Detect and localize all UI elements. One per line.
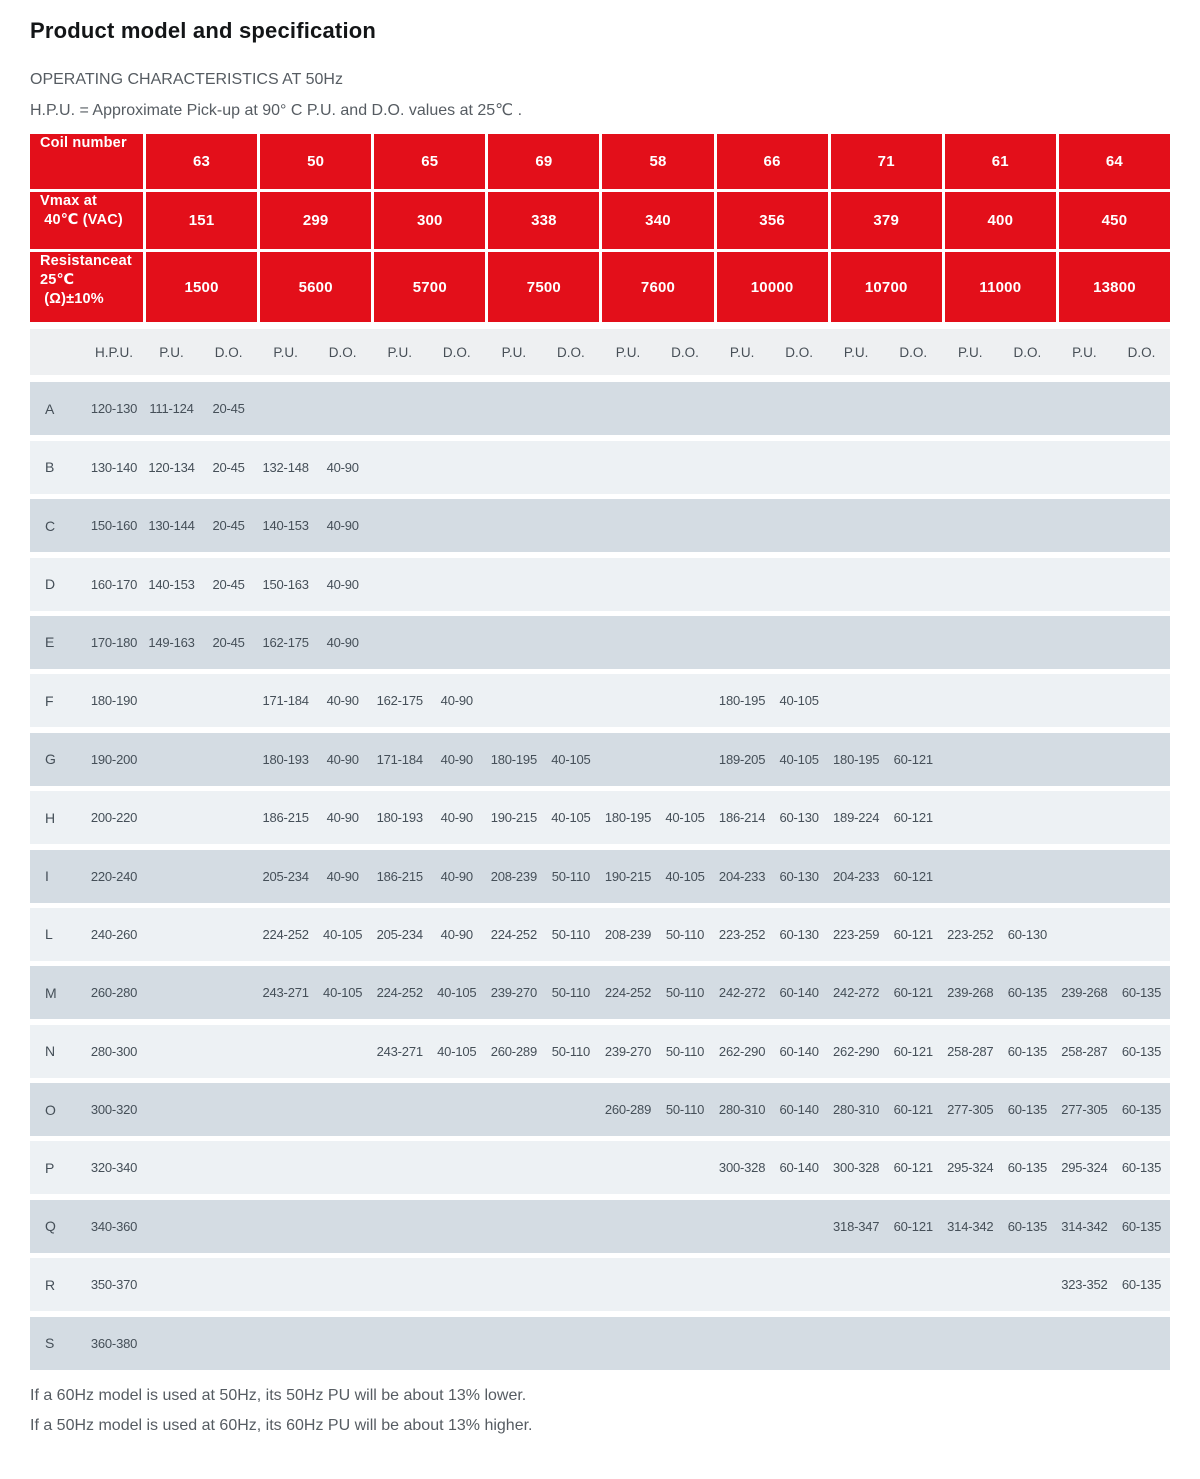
do-value: 40-105 — [437, 1043, 477, 1059]
table-row-M — [30, 966, 1170, 1019]
resistance-row-value-8: 13800 — [1059, 252, 1170, 322]
hpu-value: 190-200 — [90, 751, 138, 767]
hpu-value: 350-370 — [90, 1277, 138, 1293]
pu-value: 224-252 — [376, 985, 423, 1001]
pu-value: 280-310 — [718, 1102, 766, 1118]
do-value: 40-105 — [437, 985, 477, 1001]
page-title: Product model and specification — [30, 18, 377, 43]
resistance-row-value-5: 10000 — [717, 252, 828, 322]
pu-value: 243-271 — [262, 985, 309, 1001]
do-value: 60-130 — [779, 810, 819, 826]
resistance-row-value-1: 5600 — [260, 252, 371, 322]
hpu-value: 340-360 — [90, 1218, 138, 1234]
pu-value: 162-175 — [376, 693, 423, 709]
row-letter: C — [45, 517, 56, 534]
coil-number-row-value-4: 58 — [602, 134, 713, 189]
resistance-row — [30, 252, 1170, 322]
pu-value: 204-233 — [718, 868, 766, 884]
pu-value: 300-328 — [833, 1160, 880, 1176]
do-value: 60-121 — [893, 1218, 933, 1234]
row-letter: N — [45, 1043, 56, 1060]
pu-value: 171-184 — [262, 693, 309, 709]
row-letter: M — [45, 984, 57, 1001]
hpu-value: 360-380 — [90, 1335, 138, 1351]
table-row-I — [30, 850, 1170, 903]
do-value: 40-105 — [665, 810, 705, 826]
coil-number-row-value-0: 63 — [146, 134, 257, 189]
pu-value: 186-215 — [262, 810, 309, 826]
do-header-0: D.O. — [214, 344, 243, 360]
hpu-value: 300-320 — [90, 1102, 138, 1118]
pu-header-7: P.U. — [958, 344, 983, 360]
pu-value: 314-342 — [947, 1218, 994, 1234]
hpu-header: H.P.U. — [94, 344, 133, 360]
resistance-row-label — [30, 252, 143, 322]
pu-value: 224-252 — [604, 985, 652, 1001]
do-value: 40-105 — [551, 810, 591, 826]
do-value: 40-90 — [440, 751, 473, 767]
hpu-value: 320-340 — [90, 1160, 138, 1176]
do-value: 50-110 — [665, 926, 705, 942]
pu-header-4: P.U. — [615, 344, 641, 360]
coil-number-row-value-7: 61 — [945, 134, 1056, 189]
do-value: 60-140 — [779, 1102, 819, 1118]
resistance-row-label-line-0: Resistanceat — [40, 253, 132, 270]
hpu-value: 120-130 — [90, 401, 138, 417]
table-row-N — [30, 1025, 1170, 1078]
do-header-3: D.O. — [557, 344, 585, 360]
do-value: 40-105 — [323, 985, 363, 1001]
pu-value: 242-272 — [718, 985, 766, 1001]
do-value: 40-90 — [326, 693, 359, 709]
row-letter: R — [45, 1276, 56, 1293]
pu-header-8: P.U. — [1072, 344, 1097, 360]
do-value: 50-110 — [665, 1102, 705, 1118]
vmax-row-value-4: 340 — [602, 192, 713, 249]
pu-value: 204-233 — [833, 868, 880, 884]
pu-value: 180-193 — [376, 810, 423, 826]
pu-value: 277-305 — [947, 1102, 994, 1118]
do-value: 40-90 — [326, 518, 359, 534]
pu-value: 180-195 — [604, 810, 652, 826]
pu-value: 120-134 — [148, 459, 195, 475]
table-row-Q — [30, 1200, 1170, 1253]
pu-value: 239-270 — [604, 1043, 652, 1059]
pu-value: 190-215 — [604, 868, 652, 884]
row-letter: A — [45, 400, 55, 417]
do-value: 40-105 — [665, 868, 705, 884]
pu-value: 132-148 — [262, 459, 309, 475]
vmax-row-value-3: 338 — [488, 192, 599, 249]
pu-value: 295-324 — [947, 1160, 994, 1176]
pu-value: 243-271 — [376, 1043, 423, 1059]
pu-value: 318-347 — [833, 1218, 880, 1234]
do-value: 40-105 — [779, 751, 819, 767]
do-value: 50-110 — [551, 926, 591, 942]
do-value: 40-90 — [326, 810, 359, 826]
pu-value: 260-289 — [490, 1043, 537, 1059]
resistance-row-label-line-1: 25℃ — [40, 272, 75, 289]
row-letter: G — [45, 751, 56, 768]
pu-value: 223-252 — [947, 926, 994, 942]
table-row-H — [30, 791, 1170, 844]
pu-value: 205-234 — [376, 926, 423, 942]
do-value: 60-135 — [1121, 985, 1162, 1001]
do-header-2: D.O. — [442, 344, 471, 360]
vmax-row — [30, 192, 1170, 249]
table-row-E — [30, 616, 1170, 669]
do-value: 60-135 — [1007, 1218, 1047, 1234]
hpu-value: 170-180 — [90, 634, 138, 650]
pu-value: 180-195 — [833, 751, 880, 767]
pu-value: 180-193 — [262, 751, 309, 767]
vmax-row-value-5: 356 — [717, 192, 828, 249]
do-value: 60-135 — [1007, 1043, 1047, 1059]
footnote-60hz-at-50hz: If a 60Hz model is used at 50Hz, its 50Hz PU will be about 13% lower. — [30, 1386, 527, 1404]
do-header-8: D.O. — [1127, 344, 1156, 360]
do-value: 60-121 — [893, 1043, 933, 1059]
pu-value: 300-328 — [718, 1160, 766, 1176]
vmax-row-value-0: 151 — [146, 192, 257, 249]
do-value: 60-135 — [1121, 1160, 1162, 1176]
row-letter: S — [45, 1335, 55, 1352]
pu-value: 186-215 — [376, 868, 423, 884]
do-value: 40-90 — [326, 868, 359, 884]
pu-value: 277-305 — [1061, 1102, 1108, 1118]
do-value: 60-135 — [1007, 985, 1047, 1001]
do-value: 60-140 — [779, 1160, 819, 1176]
pu-value: 242-272 — [833, 985, 880, 1001]
do-value: 40-90 — [440, 810, 473, 826]
table-row-G — [30, 733, 1170, 786]
vmax-row-label-line-1: 40℃ (VAC) — [40, 212, 123, 229]
pu-value: 262-290 — [833, 1043, 880, 1059]
table-row-L — [30, 908, 1170, 961]
pu-value: 208-239 — [604, 926, 652, 942]
do-value: 40-90 — [326, 459, 359, 475]
do-value: 40-105 — [323, 926, 363, 942]
row-letter: P — [45, 1159, 55, 1176]
row-letter: H — [45, 809, 56, 826]
pu-value: 239-268 — [1061, 985, 1108, 1001]
do-value: 60-140 — [779, 985, 819, 1001]
table-row-P — [30, 1141, 1170, 1194]
pu-header-6: P.U. — [843, 344, 869, 360]
column-header-row — [30, 329, 1170, 375]
resistance-row-value-6: 10700 — [831, 252, 942, 322]
pu-value: 171-184 — [376, 751, 423, 767]
pu-value: 150-163 — [262, 576, 309, 592]
vmax-row-value-1: 299 — [260, 192, 371, 249]
pu-header-2: P.U. — [387, 344, 412, 360]
do-value: 60-121 — [893, 1102, 933, 1118]
pu-value: 162-175 — [262, 634, 309, 650]
do-value: 20-45 — [212, 576, 245, 592]
pu-value: 224-252 — [490, 926, 537, 942]
pu-value: 180-195 — [490, 751, 537, 767]
table-row-F — [30, 674, 1170, 727]
resistance-row-value-2: 5700 — [374, 252, 485, 322]
hpu-value: 150-160 — [90, 518, 138, 534]
pu-header-3: P.U. — [501, 344, 527, 360]
do-value: 60-130 — [1007, 926, 1047, 942]
pu-header-0: P.U. — [159, 344, 184, 360]
do-value: 60-121 — [893, 1160, 933, 1176]
pu-value: 140-153 — [262, 518, 309, 534]
vmax-row-value-6: 379 — [831, 192, 942, 249]
pu-value: 314-342 — [1061, 1218, 1108, 1234]
hpu-value: 200-220 — [90, 810, 138, 826]
table-row-A — [30, 382, 1170, 435]
do-value: 50-110 — [665, 1043, 705, 1059]
coil-spec-header-table — [30, 134, 1170, 322]
pu-value: 239-268 — [947, 985, 994, 1001]
table-row-B — [30, 441, 1170, 494]
hpu-value: 240-260 — [90, 926, 138, 942]
footnote-50hz-at-60hz: If a 50Hz model is used at 60Hz, its 60Hz PU will be about 13% higher. — [30, 1416, 533, 1434]
do-value: 60-135 — [1007, 1102, 1047, 1118]
coil-number-row-value-8: 64 — [1059, 134, 1170, 189]
pu-value: 223-259 — [833, 926, 880, 942]
hpu-value: 130-140 — [90, 459, 138, 475]
hpu-value: 160-170 — [90, 576, 138, 592]
do-value: 60-130 — [779, 868, 819, 884]
footnotes — [30, 1386, 1170, 1435]
pu-value: 323-352 — [1061, 1277, 1108, 1293]
do-value: 40-90 — [326, 576, 359, 592]
do-value: 50-110 — [551, 985, 591, 1001]
table-row-S — [30, 1317, 1170, 1370]
row-letter: L — [45, 926, 53, 943]
vmax-row-value-8: 450 — [1059, 192, 1170, 249]
coil-number-row-label-line-0: Coil number — [40, 135, 127, 152]
do-value: 20-45 — [212, 401, 245, 417]
do-value: 40-90 — [440, 868, 473, 884]
coil-number-row-value-6: 71 — [831, 134, 942, 189]
row-letter: F — [45, 692, 54, 709]
operating-characteristics-table — [30, 382, 1170, 1369]
do-value: 20-45 — [212, 459, 245, 475]
do-value: 60-121 — [893, 985, 933, 1001]
do-value: 60-140 — [779, 1043, 819, 1059]
do-value: 60-135 — [1007, 1160, 1047, 1176]
pu-value: 140-153 — [148, 576, 195, 592]
do-value: 20-45 — [212, 518, 245, 534]
row-letter: D — [45, 576, 56, 593]
resistance-row-value-3: 7500 — [488, 252, 599, 322]
vmax-row-label — [30, 192, 143, 249]
pu-value: 130-144 — [148, 518, 195, 534]
pu-value: 258-287 — [1061, 1043, 1108, 1059]
do-value: 60-130 — [779, 926, 819, 942]
vmax-row-label-line-0: Vmax at — [40, 193, 98, 210]
row-letter: Q — [45, 1218, 56, 1235]
vmax-row-value-2: 300 — [374, 192, 485, 249]
pu-value: 258-287 — [947, 1043, 994, 1059]
table-row-O — [30, 1083, 1170, 1136]
row-letter: O — [45, 1101, 56, 1118]
hpu-value: 280-300 — [90, 1043, 138, 1059]
coil-number-row-label — [30, 134, 143, 189]
pu-value: 262-290 — [718, 1043, 766, 1059]
pu-value: 189-224 — [833, 810, 880, 826]
pu-value: 190-215 — [490, 810, 537, 826]
vmax-row-value-7: 400 — [945, 192, 1056, 249]
pu-value: 186-214 — [718, 810, 766, 826]
do-value: 50-110 — [551, 868, 591, 884]
row-letter: I — [45, 868, 49, 884]
do-header-5: D.O. — [785, 344, 814, 360]
pu-value: 239-270 — [490, 985, 537, 1001]
do-value: 60-135 — [1121, 1277, 1162, 1293]
resistance-row-label-line-2: (Ω)±10% — [40, 291, 104, 308]
do-value: 40-90 — [326, 751, 359, 767]
pu-value: 280-310 — [833, 1102, 880, 1118]
pu-value: 205-234 — [262, 868, 309, 884]
do-value: 40-90 — [440, 926, 473, 942]
row-letter: B — [45, 459, 55, 476]
do-header-7: D.O. — [1013, 344, 1042, 360]
pu-header-5: P.U. — [729, 344, 755, 360]
table-row-C — [30, 499, 1170, 552]
row-letter: E — [45, 634, 55, 651]
resistance-row-value-7: 11000 — [945, 252, 1056, 322]
coil-number-row-value-2: 65 — [374, 134, 485, 189]
do-value: 60-135 — [1121, 1102, 1162, 1118]
do-value: 60-121 — [893, 868, 933, 884]
hpu-definition-subtitle: H.P.U. = Approximate Pick-up at 90° C P.U. and D.O. values at 25℃ . — [30, 102, 523, 120]
hpu-value: 220-240 — [90, 868, 138, 884]
table-row-D — [30, 558, 1170, 611]
pu-value: 149-163 — [148, 634, 195, 650]
do-header-4: D.O. — [671, 344, 699, 360]
table-row-R — [30, 1258, 1170, 1311]
pu-value: 260-289 — [604, 1102, 652, 1118]
do-value: 50-110 — [551, 1043, 591, 1059]
hpu-value: 260-280 — [90, 985, 138, 1001]
resistance-row-value-0: 1500 — [146, 252, 257, 322]
pu-value: 180-195 — [718, 693, 766, 709]
do-value: 40-105 — [551, 751, 591, 767]
pu-value: 208-239 — [490, 868, 537, 884]
do-value: 50-110 — [665, 985, 705, 1001]
coil-number-row-value-5: 66 — [717, 134, 828, 189]
do-value: 40-90 — [440, 693, 473, 709]
pu-value: 295-324 — [1061, 1160, 1108, 1176]
do-value: 40-90 — [326, 634, 359, 650]
pu-value: 189-205 — [718, 751, 766, 767]
coil-number-row-value-3: 69 — [488, 134, 599, 189]
do-value: 20-45 — [212, 634, 245, 650]
hpu-value: 180-190 — [90, 693, 138, 709]
do-value: 60-121 — [893, 926, 933, 942]
do-value: 60-121 — [893, 751, 933, 767]
do-header-1: D.O. — [328, 344, 357, 360]
pu-value: 224-252 — [262, 926, 309, 942]
pu-value: 111-124 — [149, 401, 194, 417]
do-value: 60-121 — [893, 810, 933, 826]
pu-value: 223-252 — [718, 926, 766, 942]
resistance-row-value-4: 7600 — [602, 252, 713, 322]
pu-header-1: P.U. — [273, 344, 298, 360]
do-header-6: D.O. — [899, 344, 928, 360]
do-value: 60-135 — [1121, 1043, 1162, 1059]
do-value: 40-105 — [779, 693, 819, 709]
operating-characteristics-subtitle: OPERATING CHARACTERISTICS AT 50Hz — [30, 71, 343, 88]
coil-number-row — [30, 134, 1170, 189]
do-value: 60-135 — [1121, 1218, 1162, 1234]
coil-number-row-value-1: 50 — [260, 134, 371, 189]
